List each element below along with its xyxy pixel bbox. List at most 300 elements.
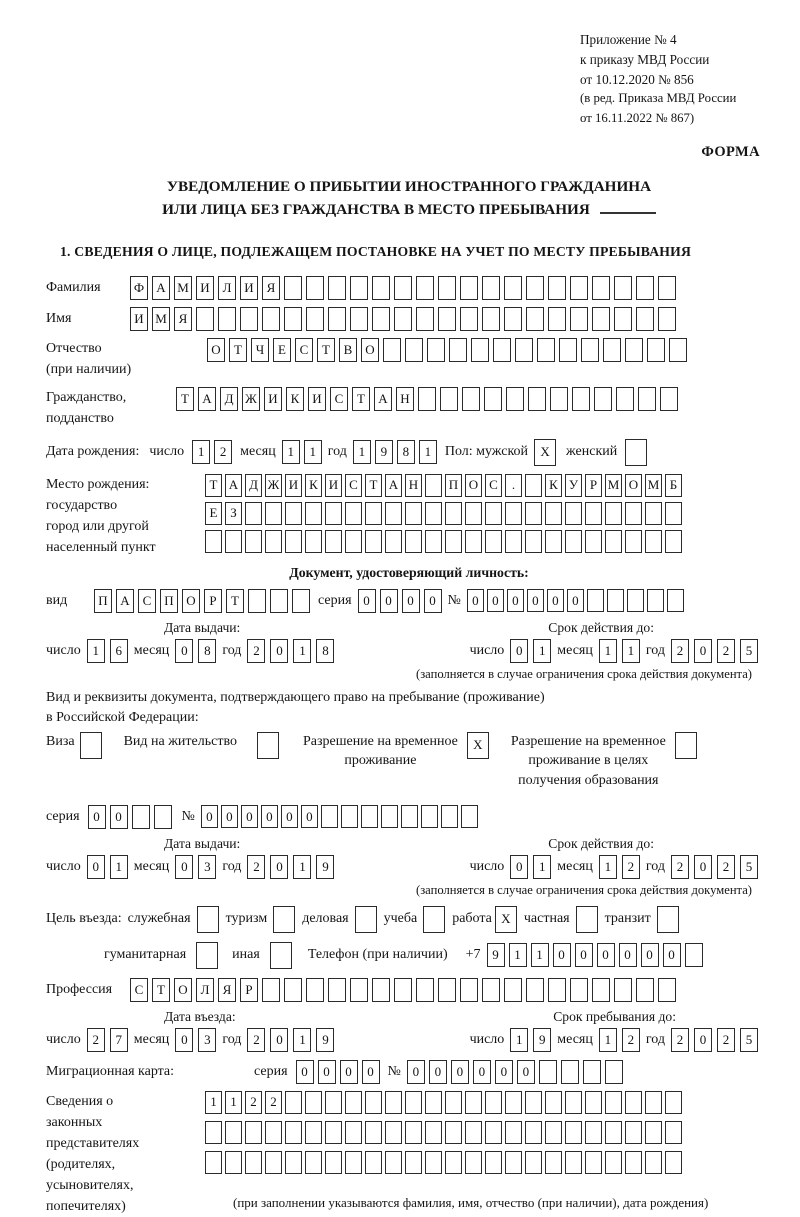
- char-cell[interactable]: Т: [229, 338, 247, 362]
- char-cell[interactable]: [265, 530, 282, 553]
- char-cell[interactable]: [305, 530, 322, 553]
- char-cell[interactable]: 1: [353, 440, 371, 464]
- char-cell[interactable]: 1: [533, 855, 551, 879]
- char-cell[interactable]: [350, 276, 368, 300]
- char-cell[interactable]: Т: [352, 387, 370, 411]
- char-cell[interactable]: [445, 1151, 462, 1174]
- char-cell[interactable]: [658, 978, 676, 1002]
- char-cell[interactable]: [625, 502, 642, 525]
- char-cell[interactable]: 1: [293, 639, 311, 663]
- char-cell[interactable]: 2: [622, 1028, 640, 1052]
- char-cell[interactable]: [614, 307, 632, 331]
- char-cell[interactable]: [262, 307, 280, 331]
- char-cell[interactable]: [636, 978, 654, 1002]
- char-cell[interactable]: [445, 502, 462, 525]
- char-cell[interactable]: 9: [316, 855, 334, 879]
- migration-number-input[interactable]: [407, 1060, 623, 1084]
- char-cell[interactable]: [515, 338, 533, 362]
- char-cell[interactable]: 0: [510, 855, 528, 879]
- char-cell[interactable]: [581, 338, 599, 362]
- char-cell[interactable]: 2: [245, 1091, 262, 1114]
- char-cell[interactable]: [605, 1121, 622, 1144]
- char-cell[interactable]: [625, 530, 642, 553]
- char-cell[interactable]: [328, 978, 346, 1002]
- char-cell[interactable]: 2: [265, 1091, 282, 1114]
- char-cell[interactable]: У: [565, 474, 582, 497]
- char-cell[interactable]: [440, 387, 458, 411]
- char-cell[interactable]: 0: [201, 805, 218, 828]
- char-cell[interactable]: 0: [175, 1028, 193, 1052]
- char-cell[interactable]: [427, 338, 445, 362]
- char-cell[interactable]: [636, 276, 654, 300]
- char-cell[interactable]: О: [182, 589, 200, 613]
- char-cell[interactable]: О: [207, 338, 225, 362]
- char-cell[interactable]: [218, 307, 236, 331]
- char-cell[interactable]: [385, 1151, 402, 1174]
- char-cell[interactable]: [550, 387, 568, 411]
- char-cell[interactable]: С: [485, 474, 502, 497]
- entry-month-input[interactable]: [175, 1028, 216, 1052]
- char-cell[interactable]: X: [467, 732, 489, 759]
- char-cell[interactable]: [416, 276, 434, 300]
- char-cell[interactable]: 0: [88, 805, 106, 829]
- gender-female-checkbox[interactable]: [625, 439, 647, 466]
- char-cell[interactable]: [445, 1121, 462, 1144]
- char-cell[interactable]: [240, 307, 258, 331]
- char-cell[interactable]: 3: [198, 855, 216, 879]
- char-cell[interactable]: [605, 1091, 622, 1114]
- char-cell[interactable]: 0: [402, 589, 420, 613]
- char-cell[interactable]: 0: [663, 943, 681, 967]
- char-cell[interactable]: 1: [510, 1028, 528, 1052]
- char-cell[interactable]: [607, 589, 624, 612]
- char-cell[interactable]: [306, 276, 324, 300]
- char-cell[interactable]: Р: [240, 978, 258, 1002]
- char-cell[interactable]: 0: [527, 589, 544, 612]
- char-cell[interactable]: [460, 276, 478, 300]
- char-cell[interactable]: 0: [597, 943, 615, 967]
- char-cell[interactable]: [205, 530, 222, 553]
- char-cell[interactable]: [273, 906, 295, 933]
- char-cell[interactable]: [205, 1121, 222, 1144]
- char-cell[interactable]: [385, 530, 402, 553]
- char-cell[interactable]: [365, 502, 382, 525]
- char-cell[interactable]: Б: [665, 474, 682, 497]
- identity-issue-month[interactable]: [175, 639, 216, 663]
- char-cell[interactable]: [265, 1151, 282, 1174]
- char-cell[interactable]: К: [286, 387, 304, 411]
- char-cell[interactable]: [675, 732, 697, 759]
- char-cell[interactable]: [345, 1091, 362, 1114]
- char-cell[interactable]: 0: [221, 805, 238, 828]
- birthplace-input-row3[interactable]: [205, 530, 682, 553]
- char-cell[interactable]: [559, 338, 577, 362]
- char-cell[interactable]: [526, 978, 544, 1002]
- residence-issue-day[interactable]: [87, 855, 128, 879]
- char-cell[interactable]: 9: [487, 943, 505, 967]
- char-cell[interactable]: А: [152, 276, 170, 300]
- char-cell[interactable]: [565, 1091, 582, 1114]
- char-cell[interactable]: 1: [599, 639, 617, 663]
- char-cell[interactable]: Т: [317, 338, 335, 362]
- char-cell[interactable]: 8: [397, 440, 415, 464]
- char-cell[interactable]: 0: [270, 855, 288, 879]
- char-cell[interactable]: [365, 1091, 382, 1114]
- char-cell[interactable]: [506, 387, 524, 411]
- char-cell[interactable]: [225, 1151, 242, 1174]
- char-cell[interactable]: [416, 978, 434, 1002]
- stay-year-input[interactable]: [671, 1028, 758, 1052]
- identity-expiry-day[interactable]: [510, 639, 551, 663]
- char-cell[interactable]: П: [160, 589, 178, 613]
- char-cell[interactable]: [625, 338, 643, 362]
- char-cell[interactable]: [636, 307, 654, 331]
- purpose-transit-checkbox[interactable]: [657, 906, 679, 933]
- char-cell[interactable]: [284, 978, 302, 1002]
- birth-day-input[interactable]: [192, 440, 232, 464]
- char-cell[interactable]: [627, 589, 644, 612]
- char-cell[interactable]: [441, 805, 458, 828]
- char-cell[interactable]: [539, 1060, 557, 1084]
- char-cell[interactable]: [585, 1091, 602, 1114]
- char-cell[interactable]: И: [325, 474, 342, 497]
- char-cell[interactable]: 0: [575, 943, 593, 967]
- char-cell[interactable]: [465, 502, 482, 525]
- char-cell[interactable]: [545, 1151, 562, 1174]
- char-cell[interactable]: [425, 502, 442, 525]
- char-cell[interactable]: [614, 276, 632, 300]
- identity-issue-day[interactable]: [87, 639, 128, 663]
- char-cell[interactable]: 0: [517, 1060, 535, 1084]
- char-cell[interactable]: [325, 1151, 342, 1174]
- char-cell[interactable]: И: [308, 387, 326, 411]
- char-cell[interactable]: О: [625, 474, 642, 497]
- birthplace-input-row1[interactable]: [205, 474, 682, 497]
- char-cell[interactable]: 0: [507, 589, 524, 612]
- char-cell[interactable]: [583, 1060, 601, 1084]
- char-cell[interactable]: 0: [380, 589, 398, 613]
- char-cell[interactable]: [421, 805, 438, 828]
- char-cell[interactable]: [505, 502, 522, 525]
- char-cell[interactable]: И: [285, 474, 302, 497]
- char-cell[interactable]: Ж: [265, 474, 282, 497]
- char-cell[interactable]: [372, 276, 390, 300]
- char-cell[interactable]: [372, 307, 390, 331]
- residence-number-input[interactable]: [201, 805, 478, 828]
- char-cell[interactable]: О: [465, 474, 482, 497]
- char-cell[interactable]: [285, 1151, 302, 1174]
- char-cell[interactable]: Я: [174, 307, 192, 331]
- char-cell[interactable]: [80, 732, 102, 759]
- char-cell[interactable]: [385, 502, 402, 525]
- char-cell[interactable]: [585, 1121, 602, 1144]
- char-cell[interactable]: [592, 978, 610, 1002]
- char-cell[interactable]: 2: [247, 855, 265, 879]
- char-cell[interactable]: 2: [87, 1028, 105, 1052]
- patronymic-input[interactable]: [207, 338, 687, 362]
- char-cell[interactable]: С: [130, 978, 148, 1002]
- char-cell[interactable]: [292, 589, 310, 613]
- char-cell[interactable]: [381, 805, 398, 828]
- char-cell[interactable]: [285, 1121, 302, 1144]
- char-cell[interactable]: М: [645, 474, 662, 497]
- char-cell[interactable]: [341, 805, 358, 828]
- char-cell[interactable]: [305, 502, 322, 525]
- char-cell[interactable]: [625, 439, 647, 466]
- phone-input[interactable]: [487, 943, 703, 967]
- char-cell[interactable]: О: [361, 338, 379, 362]
- char-cell[interactable]: [485, 502, 502, 525]
- char-cell[interactable]: 0: [362, 1060, 380, 1084]
- char-cell[interactable]: 0: [424, 589, 442, 613]
- char-cell[interactable]: [525, 530, 542, 553]
- char-cell[interactable]: [525, 1121, 542, 1144]
- char-cell[interactable]: 1: [419, 440, 437, 464]
- char-cell[interactable]: X: [495, 906, 517, 933]
- char-cell[interactable]: [465, 1121, 482, 1144]
- char-cell[interactable]: 0: [241, 805, 258, 828]
- char-cell[interactable]: [245, 502, 262, 525]
- char-cell[interactable]: [405, 502, 422, 525]
- char-cell[interactable]: [449, 338, 467, 362]
- birthplace-input-row2[interactable]: [205, 502, 682, 525]
- char-cell[interactable]: 5: [740, 639, 758, 663]
- char-cell[interactable]: [645, 502, 662, 525]
- char-cell[interactable]: Л: [218, 276, 236, 300]
- char-cell[interactable]: [525, 1091, 542, 1114]
- char-cell[interactable]: 1: [531, 943, 549, 967]
- char-cell[interactable]: С: [330, 387, 348, 411]
- char-cell[interactable]: [345, 1151, 362, 1174]
- char-cell[interactable]: [482, 307, 500, 331]
- char-cell[interactable]: X: [534, 439, 556, 466]
- birth-year-input[interactable]: [353, 440, 437, 464]
- char-cell[interactable]: 0: [407, 1060, 425, 1084]
- char-cell[interactable]: [365, 1151, 382, 1174]
- char-cell[interactable]: 1: [533, 639, 551, 663]
- residence-permit-checkbox[interactable]: [257, 732, 279, 759]
- char-cell[interactable]: [462, 387, 480, 411]
- char-cell[interactable]: [545, 530, 562, 553]
- char-cell[interactable]: [325, 1091, 342, 1114]
- char-cell[interactable]: [305, 1091, 322, 1114]
- char-cell[interactable]: [645, 1091, 662, 1114]
- char-cell[interactable]: [262, 978, 280, 1002]
- char-cell[interactable]: 0: [175, 855, 193, 879]
- char-cell[interactable]: 2: [247, 1028, 265, 1052]
- char-cell[interactable]: [658, 307, 676, 331]
- char-cell[interactable]: [465, 1091, 482, 1114]
- char-cell[interactable]: Ч: [251, 338, 269, 362]
- char-cell[interactable]: [205, 1151, 222, 1174]
- char-cell[interactable]: [645, 530, 662, 553]
- char-cell[interactable]: [505, 1151, 522, 1174]
- char-cell[interactable]: 1: [110, 855, 128, 879]
- char-cell[interactable]: [565, 1121, 582, 1144]
- char-cell[interactable]: [665, 530, 682, 553]
- char-cell[interactable]: [465, 1151, 482, 1174]
- char-cell[interactable]: И: [240, 276, 258, 300]
- entry-year-input[interactable]: [247, 1028, 334, 1052]
- char-cell[interactable]: [325, 1121, 342, 1144]
- char-cell[interactable]: 0: [553, 943, 571, 967]
- char-cell[interactable]: [418, 387, 436, 411]
- char-cell[interactable]: [504, 978, 522, 1002]
- char-cell[interactable]: [461, 805, 478, 828]
- char-cell[interactable]: [425, 1151, 442, 1174]
- doc-kind-input[interactable]: [94, 589, 310, 613]
- char-cell[interactable]: 2: [671, 639, 689, 663]
- char-cell[interactable]: [365, 1121, 382, 1144]
- char-cell[interactable]: [603, 338, 621, 362]
- char-cell[interactable]: 0: [175, 639, 193, 663]
- char-cell[interactable]: [548, 276, 566, 300]
- surname-input[interactable]: [130, 276, 676, 300]
- char-cell[interactable]: [225, 530, 242, 553]
- char-cell[interactable]: .: [505, 474, 522, 497]
- doc-series-input[interactable]: [358, 589, 442, 613]
- char-cell[interactable]: 0: [340, 1060, 358, 1084]
- residence-issue-year[interactable]: [247, 855, 334, 879]
- char-cell[interactable]: 1: [205, 1091, 222, 1114]
- char-cell[interactable]: [265, 1121, 282, 1144]
- char-cell[interactable]: [270, 942, 292, 969]
- char-cell[interactable]: [605, 530, 622, 553]
- residence-expiry-day[interactable]: [510, 855, 551, 879]
- char-cell[interactable]: [325, 502, 342, 525]
- char-cell[interactable]: [361, 805, 378, 828]
- char-cell[interactable]: [438, 307, 456, 331]
- char-cell[interactable]: [328, 276, 346, 300]
- char-cell[interactable]: 0: [510, 639, 528, 663]
- char-cell[interactable]: [350, 978, 368, 1002]
- char-cell[interactable]: [285, 1091, 302, 1114]
- stay-day-input[interactable]: [510, 1028, 551, 1052]
- char-cell[interactable]: Т: [226, 589, 244, 613]
- birth-month-input[interactable]: [282, 440, 322, 464]
- char-cell[interactable]: [405, 338, 423, 362]
- char-cell[interactable]: [423, 906, 445, 933]
- char-cell[interactable]: А: [116, 589, 134, 613]
- char-cell[interactable]: [592, 307, 610, 331]
- char-cell[interactable]: [425, 1091, 442, 1114]
- char-cell[interactable]: [505, 1091, 522, 1114]
- char-cell[interactable]: [306, 978, 324, 1002]
- char-cell[interactable]: 0: [641, 943, 659, 967]
- char-cell[interactable]: Н: [405, 474, 422, 497]
- char-cell[interactable]: [614, 978, 632, 1002]
- char-cell[interactable]: [305, 1121, 322, 1144]
- char-cell[interactable]: [425, 1121, 442, 1144]
- char-cell[interactable]: [665, 1151, 682, 1174]
- name-input[interactable]: [130, 307, 676, 331]
- char-cell[interactable]: 2: [247, 639, 265, 663]
- char-cell[interactable]: 2: [671, 855, 689, 879]
- char-cell[interactable]: [257, 732, 279, 759]
- char-cell[interactable]: [505, 530, 522, 553]
- char-cell[interactable]: 2: [717, 855, 735, 879]
- char-cell[interactable]: [592, 276, 610, 300]
- char-cell[interactable]: [284, 276, 302, 300]
- visa-checkbox[interactable]: [80, 732, 102, 759]
- residence-issue-month[interactable]: [175, 855, 216, 879]
- char-cell[interactable]: [594, 387, 612, 411]
- char-cell[interactable]: 0: [567, 589, 584, 612]
- purpose-work-checkbox[interactable]: [495, 906, 517, 933]
- char-cell[interactable]: [561, 1060, 579, 1084]
- char-cell[interactable]: [669, 338, 687, 362]
- char-cell[interactable]: [385, 1091, 402, 1114]
- char-cell[interactable]: [485, 530, 502, 553]
- char-cell[interactable]: [548, 978, 566, 1002]
- char-cell[interactable]: [132, 805, 150, 829]
- char-cell[interactable]: [321, 805, 338, 828]
- char-cell[interactable]: 1: [599, 855, 617, 879]
- identity-expiry-month[interactable]: [599, 639, 640, 663]
- char-cell[interactable]: [526, 276, 544, 300]
- char-cell[interactable]: [154, 805, 172, 829]
- char-cell[interactable]: 0: [429, 1060, 447, 1084]
- stay-month-input[interactable]: [599, 1028, 640, 1052]
- purpose-other-checkbox[interactable]: [270, 942, 292, 969]
- char-cell[interactable]: 0: [110, 805, 128, 829]
- char-cell[interactable]: З: [225, 502, 242, 525]
- char-cell[interactable]: [657, 906, 679, 933]
- char-cell[interactable]: П: [445, 474, 462, 497]
- char-cell[interactable]: 1: [293, 1028, 311, 1052]
- char-cell[interactable]: [570, 276, 588, 300]
- char-cell[interactable]: 1: [304, 440, 322, 464]
- char-cell[interactable]: Ж: [242, 387, 260, 411]
- char-cell[interactable]: 9: [316, 1028, 334, 1052]
- char-cell[interactable]: С: [345, 474, 362, 497]
- char-cell[interactable]: [545, 1121, 562, 1144]
- char-cell[interactable]: М: [152, 307, 170, 331]
- char-cell[interactable]: 1: [293, 855, 311, 879]
- char-cell[interactable]: [285, 502, 302, 525]
- char-cell[interactable]: 0: [318, 1060, 336, 1084]
- char-cell[interactable]: О: [174, 978, 192, 1002]
- char-cell[interactable]: К: [305, 474, 322, 497]
- char-cell[interactable]: 2: [622, 855, 640, 879]
- char-cell[interactable]: [350, 307, 368, 331]
- doc-number-input[interactable]: [467, 589, 684, 612]
- char-cell[interactable]: 0: [467, 589, 484, 612]
- representatives-input-row1[interactable]: [205, 1091, 708, 1114]
- char-cell[interactable]: И: [264, 387, 282, 411]
- char-cell[interactable]: [438, 276, 456, 300]
- char-cell[interactable]: 0: [270, 1028, 288, 1052]
- char-cell[interactable]: 0: [358, 589, 376, 613]
- char-cell[interactable]: [665, 1121, 682, 1144]
- char-cell[interactable]: [245, 530, 262, 553]
- char-cell[interactable]: [504, 276, 522, 300]
- char-cell[interactable]: 2: [717, 639, 735, 663]
- char-cell[interactable]: [485, 1091, 502, 1114]
- char-cell[interactable]: 2: [717, 1028, 735, 1052]
- char-cell[interactable]: 0: [619, 943, 637, 967]
- char-cell[interactable]: [570, 978, 588, 1002]
- profession-input[interactable]: [130, 978, 676, 1002]
- char-cell[interactable]: [325, 530, 342, 553]
- char-cell[interactable]: Р: [585, 474, 602, 497]
- char-cell[interactable]: [482, 276, 500, 300]
- char-cell[interactable]: В: [339, 338, 357, 362]
- char-cell[interactable]: 0: [473, 1060, 491, 1084]
- char-cell[interactable]: Т: [205, 474, 222, 497]
- char-cell[interactable]: [585, 530, 602, 553]
- char-cell[interactable]: [197, 906, 219, 933]
